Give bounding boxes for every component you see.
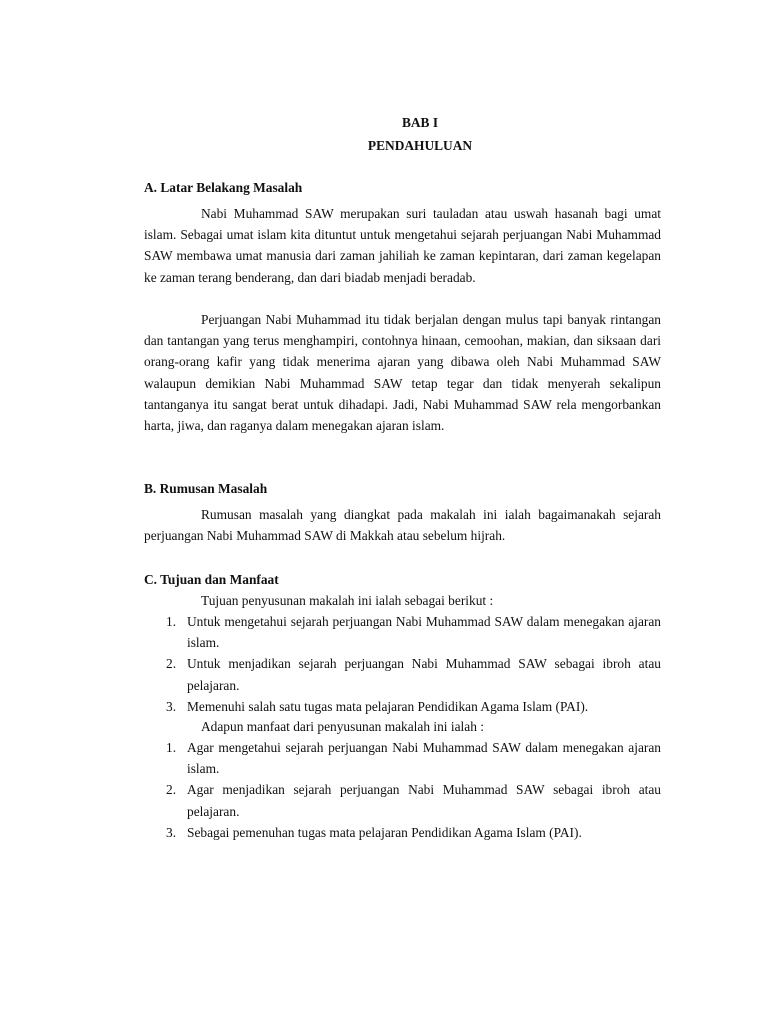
list-number: 1. <box>166 614 177 629</box>
manfaat-intro: Adapun manfaat dari penyusunan makalah ini ialah : <box>201 719 484 734</box>
section-b-paragraph: Rumusan masalah yang diangkat pada makalah ini ialah bagaimanakah sejarah perjuangan Nabi Muhammad SAW di Makkah atau sebelum hijrah. <box>144 507 661 544</box>
chapter-label: BAB I <box>401 115 439 130</box>
list-number: 2. <box>166 656 177 672</box>
section-c-heading: C. Tujuan dan Manfaat <box>144 572 279 587</box>
list-item <box>144 822 661 843</box>
list-text: Untuk menjadikan sejarah perjuangan Nabi Muhammad SAW sebagai ibroh atau pelajaran. <box>187 656 661 693</box>
tujuan-intro: Tujuan penyusunan makalah ini ialah sebagai berikut : <box>201 593 494 608</box>
list-item <box>144 653 661 695</box>
manfaat-list <box>144 737 661 843</box>
list-text: Sebagai pemenuhan tugas mata pelajaran Pendidikan Agama Islam (PAI). <box>187 824 582 840</box>
list-number: 2. <box>166 782 177 798</box>
list-item <box>144 696 661 717</box>
list-text: Agar mengetahui sejarah perjuangan Nabi Muhammad SAW dalam menegakan ajaran islam. <box>187 740 661 777</box>
list-item <box>144 779 661 821</box>
tujuan-list <box>144 611 661 717</box>
list-item <box>144 737 661 779</box>
section-a-heading: A. Latar Belakang Masalah <box>144 180 303 195</box>
section-a-paragraph-1: Nabi Muhammad SAW merupakan suri tauladan atau uswah hasanah bagi umat islam. Sebagai umat islam kita dituntut untuk mengetahui sejarah perjuangan Nabi Muhammad SAW membawa umat manusia dari zaman jahiliah ke zaman kepintaran, dari zaman kegelapan ke zaman terang benderang, dan dari biadab menjadi beradab. <box>144 206 661 285</box>
list-text: Untuk mengetahui sejarah perjuangan Nabi Muhammad SAW dalam menegakan ajaran islam. <box>187 614 661 651</box>
list-number: 3. <box>166 698 177 714</box>
section-a-paragraph-2: Perjuangan Nabi Muhammad itu tidak berjalan dengan mulus tapi banyak rintangan dan tantangan yang terus menghampiri, contohnya hinaan, cemoohan, makian, dan siksaan dari orang-orang kafir yang tidak menerima ajaran yang dibawa oleh Nabi Muhammad SAW walaupun demikian Nabi Muhammad SAW tetap tegar dan tidak menyerah sekalipun tantanganya itu sangat berat untuk dihadapi. Jadi, Nabi Muhammad SAW rela mengorbankan harta, jiwa, dan raganya dalam menegakan ajaran islam. <box>144 312 661 434</box>
list-text: Memenuhi salah satu tugas mata pelajaran Pendidikan Agama Islam (PAI). <box>187 698 589 714</box>
list-number: 1. <box>166 740 177 755</box>
chapter-title: PENDAHULUAN <box>367 138 473 153</box>
list-item <box>144 611 661 653</box>
section-b-heading: B. Rumusan Masalah <box>144 481 268 496</box>
list-text: Agar menjadikan sejarah perjuangan Nabi Muhammad SAW sebagai ibroh atau pelajaran. <box>187 782 661 819</box>
list-number: 3. <box>166 824 177 840</box>
